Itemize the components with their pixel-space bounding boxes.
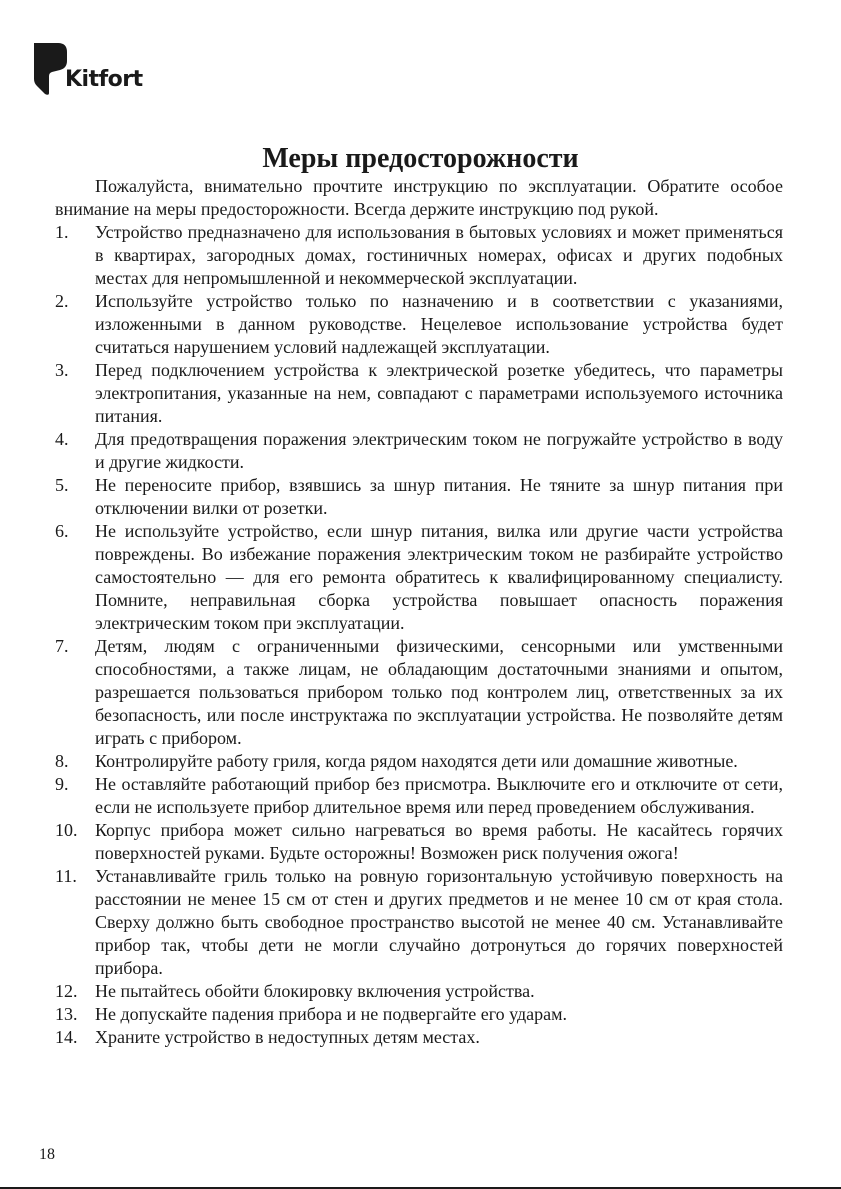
list-item [55, 865, 783, 980]
list-item-number: 2. [55, 291, 69, 311]
list-item [55, 290, 783, 359]
list-item-number: 8. [55, 751, 69, 771]
list-item-number: 14. [55, 1027, 78, 1047]
list-item-number: 5. [55, 475, 69, 495]
list-item-text: Храните устройство в недоступных детям местах. [95, 1027, 480, 1047]
list-item [55, 1003, 783, 1026]
list-item-text: Не пытайтесь обойти блокировку включения устройства. [95, 981, 535, 1001]
list-item [55, 359, 783, 428]
list-item-number: 4. [55, 429, 69, 449]
logo-wordmark: Kitfort [65, 67, 143, 92]
list-item-text: Детям, людям с ограниченными физическими, сенсорными или умственными способностями, а также лицам, не обладающим достаточными знаниями и опытом, разрешается пользоваться прибором только под контролем лиц, ответственных за их безопасность, или после инструктажа по эксплуатации устройства. Не позволяйте детям играть с прибором. [95, 636, 783, 748]
list-item [55, 474, 783, 520]
page-number: 18 [39, 1146, 55, 1163]
precautions-list [55, 221, 783, 1049]
document-body [55, 175, 783, 1049]
list-item-text: Корпус прибора может сильно нагреваться во время работы. Не касайтесь горячих поверхностей руками. Будьте осторожны! Возможен риск получения ожога! [95, 820, 783, 863]
list-item-text: Для предотвращения поражения электрическим током не погружайте устройство в воду и другие жидкости. [95, 429, 783, 472]
list-item [55, 635, 783, 750]
list-item [55, 980, 783, 1003]
list-item-text: Не оставляйте работающий прибор без присмотра. Выключите его и отключите от сети, если не используете прибор длительное время или перед проведением обслуживания. [95, 774, 783, 817]
list-item-number: 6. [55, 521, 69, 541]
list-item-number: 12. [55, 981, 78, 1001]
list-item-text: Устройство предназначено для использования в бытовых условиях и может применяться в квартирах, загородных домах, гостиничных номерах, офисах и других подобных местах для непромышленной и некоммерческой эксплуатации. [95, 222, 783, 288]
list-item-text: Не используйте устройство, если шнур питания, вилка или другие части устройства повреждены. Во избежание поражения электрическим током не разбирайте устройство самостоятельно — для его ремонта обратитесь к квалифицированному специалисту. Помните, неправильная сборка устройства повышает опасность поражения электрическим током при эксплуатации. [95, 521, 783, 633]
list-item [55, 1026, 783, 1049]
list-item [55, 819, 783, 865]
list-item-number: 11. [55, 866, 77, 886]
list-item-number: 9. [55, 774, 69, 794]
list-item-number: 1. [55, 222, 69, 242]
list-item-text: Используйте устройство только по назначению и в соответствии с указаниями, изложенными в данном руководстве. Нецелевое использование устройства будет считаться нарушением условий надлежащей эксплуатации. [95, 291, 783, 357]
list-item [55, 773, 783, 819]
list-item [55, 221, 783, 290]
list-item-number: 13. [55, 1004, 78, 1024]
list-item-text: Контролируйте работу гриля, когда рядом находятся дети или домашние животные. [95, 751, 738, 771]
list-item [55, 428, 783, 474]
list-item-text: Не переносите прибор, взявшись за шнур питания. Не тяните за шнур питания при отключении вилки от розетки. [95, 475, 783, 518]
list-item-text: Перед подключением устройства к электрической розетке убедитесь, что параметры электропитания, указанные на нем, совпадают с параметрами используемого источника питания. [95, 360, 783, 426]
intro-paragraph: Пожалуйста, внимательно прочтите инструкцию по эксплуатации. Обратите особое внимание на меры предосторожности. Всегда держите инструкцию под рукой. [55, 176, 783, 219]
list-item-number: 3. [55, 360, 69, 380]
list-item-number: 7. [55, 636, 69, 656]
list-item-text: Не допускайте падения прибора и не подвергайте его ударам. [95, 1004, 568, 1024]
page-title: Меры предосторожности [262, 142, 579, 174]
kitfort-logo [33, 41, 163, 97]
list-item-number: 10. [55, 820, 78, 840]
list-item [55, 520, 783, 635]
list-item [55, 750, 783, 773]
list-item-text: Устанавливайте гриль только на ровную горизонтальную устойчивую поверхность на расстоянии не менее 15 см от стен и других предметов и не менее 10 см от края стола. Сверху должно быть свободное пространство высотой не менее 40 см. Устанавливайте прибор так, чтобы дети не могли случайно дотронуться до горячих поверхностей прибора. [95, 866, 783, 978]
